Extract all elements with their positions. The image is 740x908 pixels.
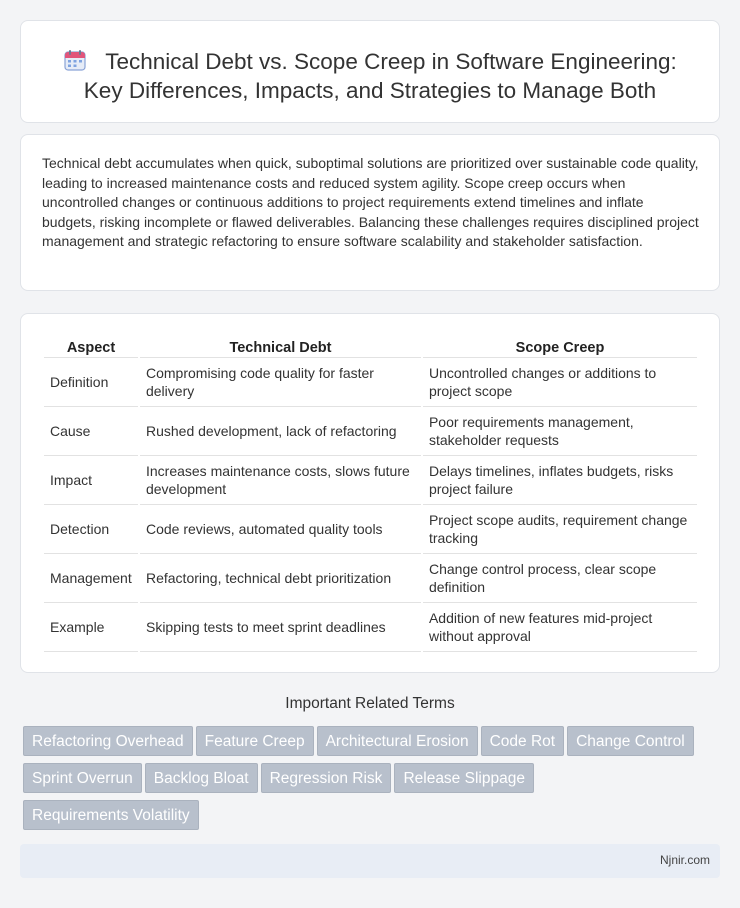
related-term-tag[interactable]: Requirements Volatility bbox=[23, 800, 199, 830]
cell-aspect: Detection bbox=[44, 505, 138, 554]
cell-technical-debt: Increases maintenance costs, slows future development bbox=[140, 456, 421, 505]
title-card bbox=[20, 20, 720, 123]
related-term-tag[interactable]: Architectural Erosion bbox=[317, 726, 478, 756]
related-term-tag[interactable]: Feature Creep bbox=[196, 726, 314, 756]
header-technical-debt: Technical Debt bbox=[140, 334, 421, 358]
cell-technical-debt: Skipping tests to meet sprint deadlines bbox=[140, 603, 421, 652]
cell-technical-debt: Rushed development, lack of refactoring bbox=[140, 407, 421, 456]
table-row bbox=[44, 505, 697, 554]
related-term-tag[interactable]: Change Control bbox=[567, 726, 694, 756]
table-row bbox=[44, 358, 697, 407]
related-terms-heading: Important Related Terms bbox=[285, 695, 455, 712]
related-term-tag[interactable]: Regression Risk bbox=[261, 763, 392, 793]
table-row bbox=[44, 456, 697, 505]
page-title bbox=[21, 47, 719, 105]
related-term-tag[interactable]: Sprint Overrun bbox=[23, 763, 142, 793]
cell-aspect: Example bbox=[44, 603, 138, 652]
comparison-table bbox=[42, 334, 699, 652]
title-line-1: Technical Debt vs. Scope Creep in Software Engineering: bbox=[105, 49, 677, 74]
header-scope-creep: Scope Creep bbox=[423, 334, 697, 358]
cell-technical-debt: Code reviews, automated quality tools bbox=[140, 505, 421, 554]
title-line-2: Key Differences, Impacts, and Strategies to Manage Both bbox=[83, 78, 657, 103]
cell-aspect: Definition bbox=[44, 358, 138, 407]
cell-technical-debt: Refactoring, technical debt prioritization bbox=[140, 554, 421, 603]
cell-scope-creep: Uncontrolled changes or additions to project scope bbox=[423, 358, 697, 407]
cell-scope-creep: Change control process, clear scope definition bbox=[423, 554, 697, 603]
table-row bbox=[44, 603, 697, 652]
cell-aspect: Impact bbox=[44, 456, 138, 505]
related-term-tag[interactable]: Backlog Bloat bbox=[145, 763, 258, 793]
calendar-icon bbox=[63, 48, 87, 72]
related-terms-list bbox=[23, 726, 713, 837]
table-row bbox=[44, 554, 697, 603]
related-term-tag[interactable]: Refactoring Overhead bbox=[23, 726, 193, 756]
footer bbox=[20, 844, 720, 878]
cell-technical-debt: Compromising code quality for faster delivery bbox=[140, 358, 421, 407]
related-term-tag[interactable]: Release Slippage bbox=[394, 763, 534, 793]
table-row bbox=[44, 407, 697, 456]
cell-scope-creep: Project scope audits, requirement change tracking bbox=[423, 505, 697, 554]
cell-scope-creep: Addition of new features mid-project without approval bbox=[423, 603, 697, 652]
cell-aspect: Cause bbox=[44, 407, 138, 456]
summary-text: Technical debt accumulates when quick, suboptimal solutions are prioritized over sustainable code quality, leading to increased maintenance costs and reduced system agility. Scope creep occurs when uncontrolled changes or continuous additions to project requirements extend timelines and inflate budgets, risking incomplete or flawed deliverables. Balancing these challenges requires disciplined project management and strategic refactoring to ensure software scalability and stakeholder satisfaction. bbox=[42, 155, 699, 250]
cell-scope-creep: Delays timelines, inflates budgets, risks project failure bbox=[423, 456, 697, 505]
cell-aspect: Management bbox=[44, 554, 138, 603]
summary-card bbox=[20, 134, 720, 291]
header-aspect: Aspect bbox=[44, 334, 138, 358]
comparison-card bbox=[20, 313, 720, 673]
related-term-tag[interactable]: Code Rot bbox=[481, 726, 564, 756]
cell-scope-creep: Poor requirements management, stakeholder requests bbox=[423, 407, 697, 456]
table-header-row bbox=[44, 334, 697, 358]
footer-brand[interactable]: Njnir.com bbox=[659, 853, 710, 867]
